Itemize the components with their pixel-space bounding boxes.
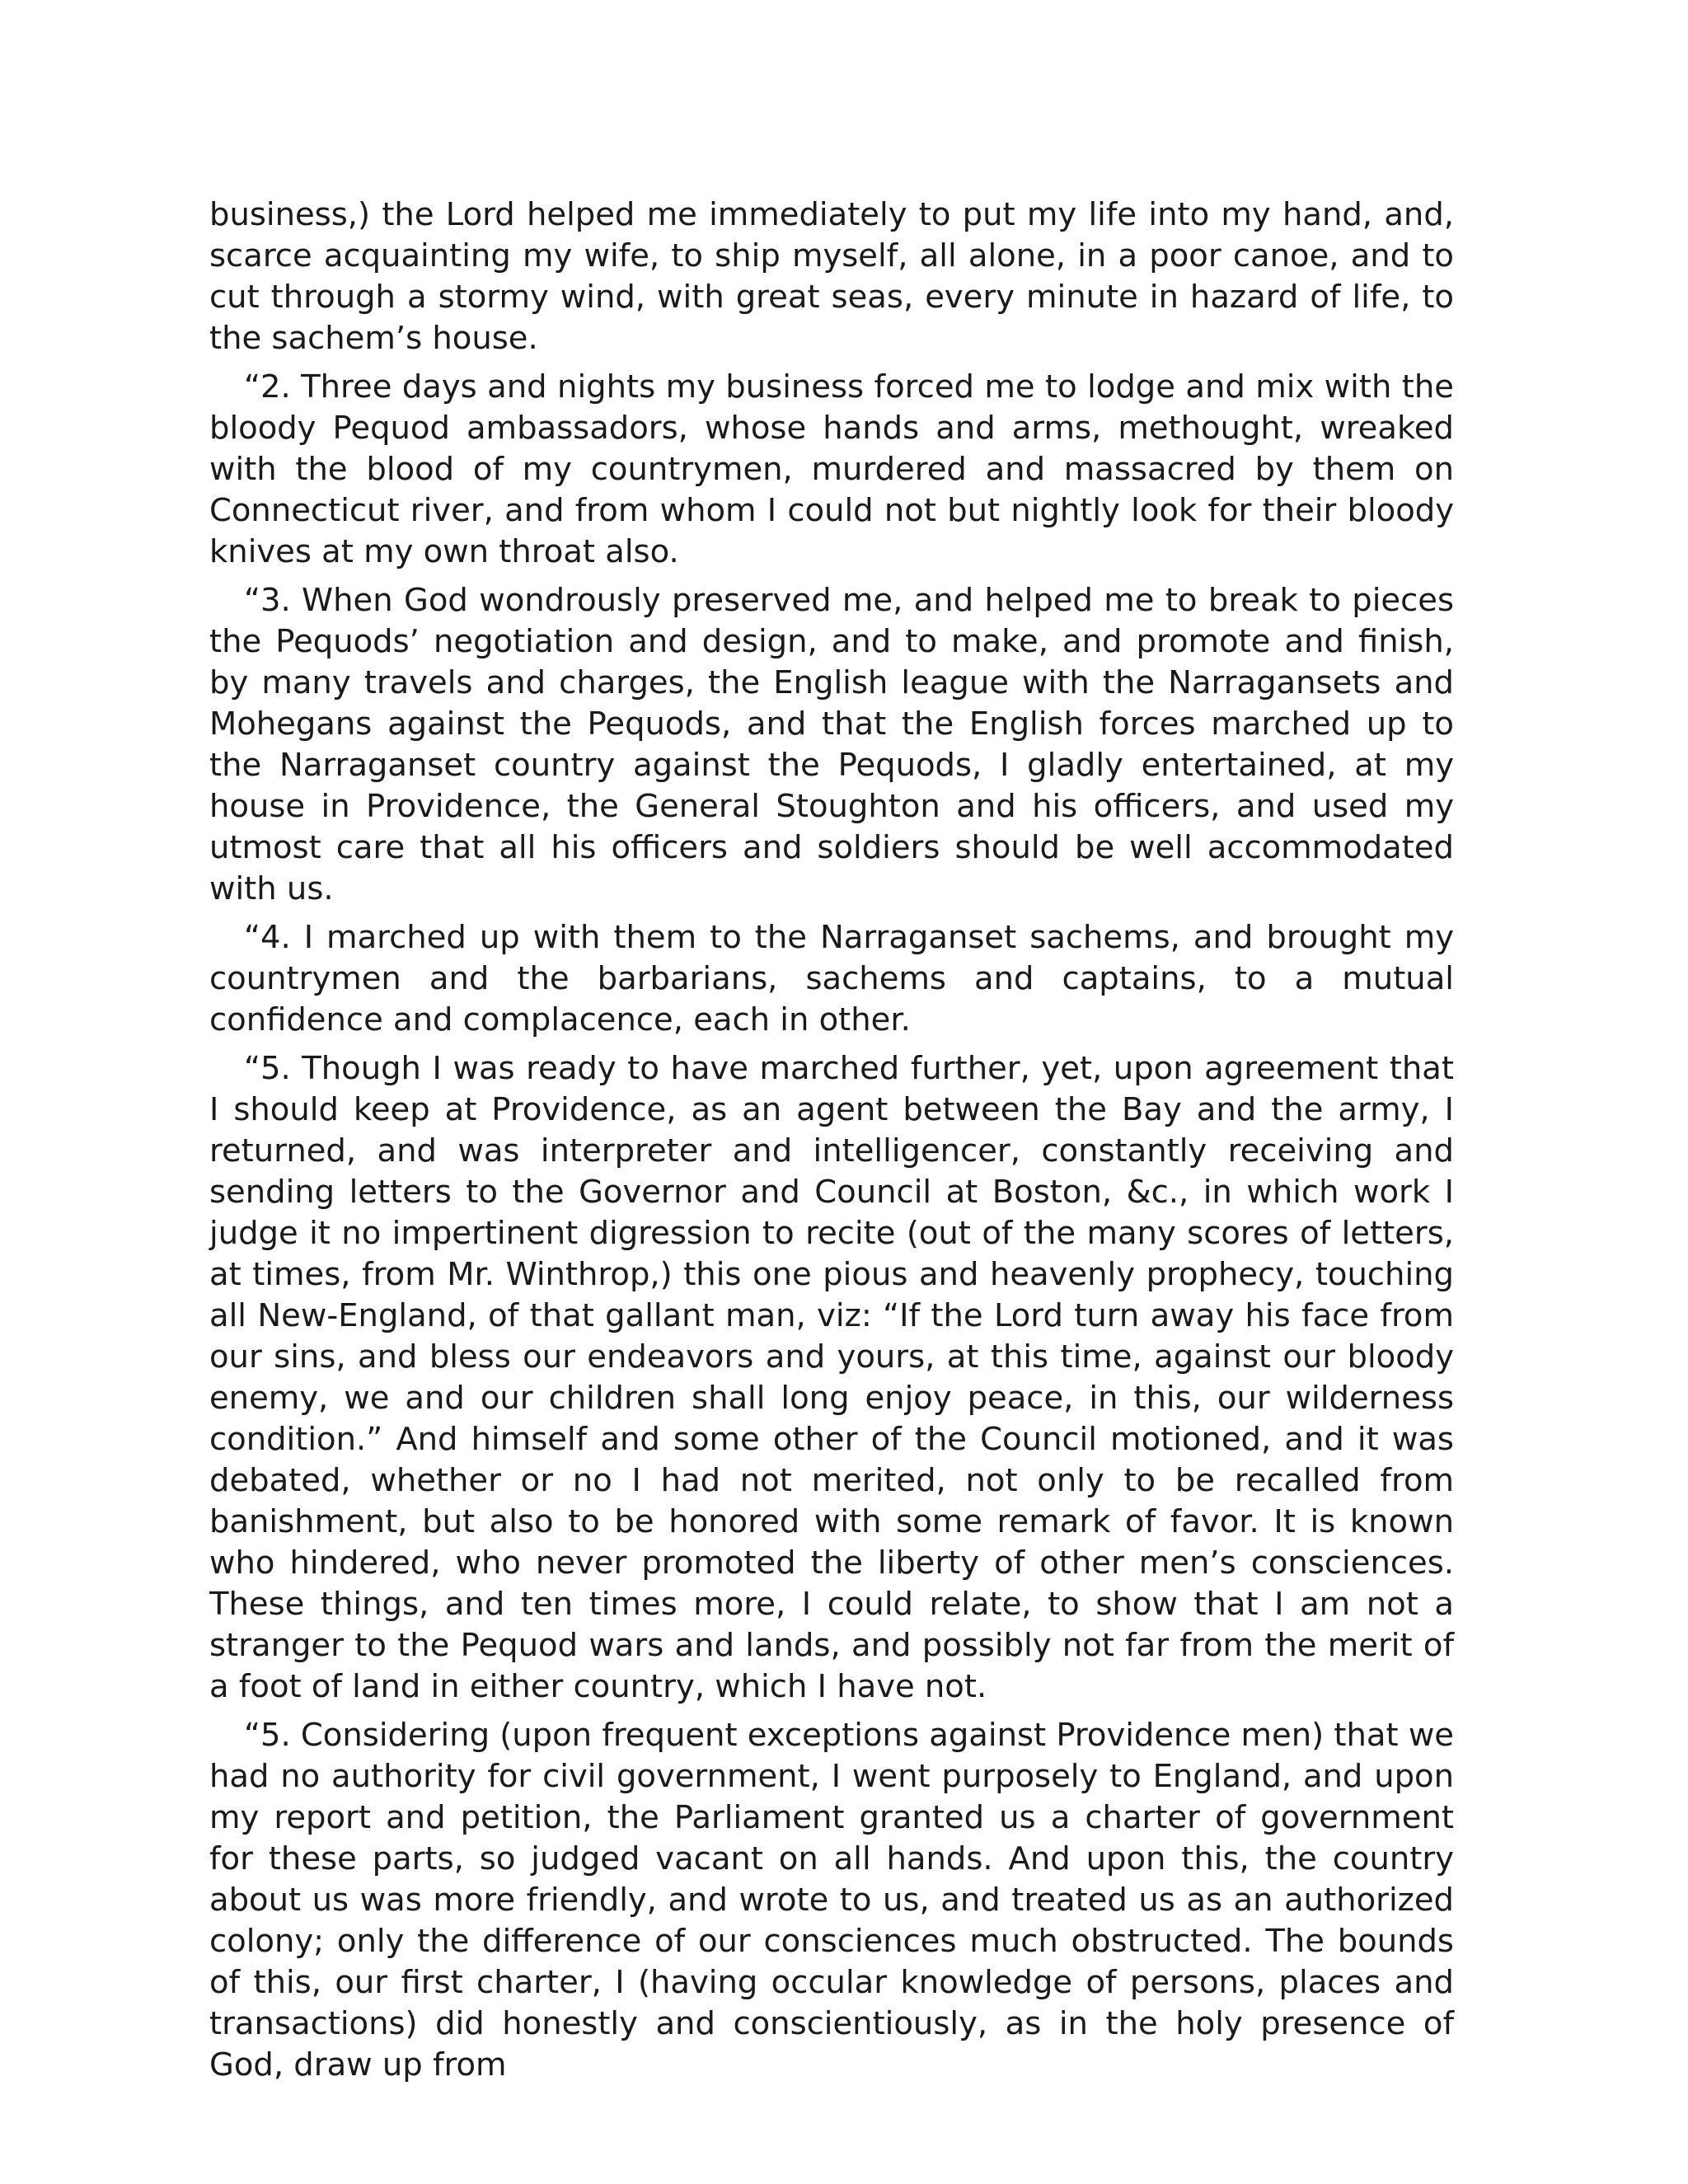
- document-page: [209, 194, 1454, 2093]
- paragraph-3: “3. When God wondrously preserved me, and helped me to break to pieces the Pequods’ negotiation and design, and to make, and promote and finish, by many travels and charges, the English league with the Narragansets and Mohegans against the Pequods, and that the English forces marched up to the Narraganset country against the Pequods, I gladly entertained, at my house in Providence, the General Stoughton and his officers, and used my utmost care that all his officers and soldiers should be well accommodated with us.: [209, 582, 1454, 907]
- paragraph-1: business,) the Lord helped me immediately to put my life into my hand, and, scarce acquainting my wife, to ship myself, all alone, in a poor canoe, and to cut through a stormy wind, with great seas, every minute in hazard of life, to the sachem’s house.: [209, 196, 1454, 357]
- paragraph-4: “4. I marched up with them to the Narraganset sachems, and brought my countrymen and the barbarians, sachems and captains, to a mutual confidence and complacence, each in other.: [209, 919, 1454, 1038]
- paragraph-6: “5. Considering (upon frequent exceptions against Providence men) that we had no authority for civil government, I went purposely to England, and upon my report and petition, the Parliament granted us a charter of government for these parts, so judged vacant on all hands. And upon this, the country about us was more friendly, and wrote to us, and treated us as an authorized colony; only the difference of our consciences much obstructed. The bounds of this, our first charter, I (having occular knowledge of persons, places and transactions) did honestly and conscientiously, as in the holy presence of God, draw up from: [209, 1717, 1454, 2083]
- paragraph-5: “5. Though I was ready to have marched further, yet, upon agreement that I should keep at Providence, as an agent between the Bay and the army, I returned, and was interpreter and intelligencer, constantly receiving and sending letters to the Governor and Council at Boston, &c., in which work I judge it no impertinent digression to recite (out of the many scores of letters, at times, from Mr. Winthrop,) this one pious and heavenly prophecy, touching all New-England, of that gallant man, viz: “If the Lord turn away his face from our sins, and bless our endeavors and yours, at this time, against our bloody enemy, we and our children shall long enjoy peace, in this, our wilderness condition.” And himself and some other of the Council motioned, and it was debated, whether or no I had not merited, not only to be recalled from banishment, but also to be honored with some remark of favor. It is known who hindered, who never promoted the liberty of other men’s consciences. These things, and ten times more, I could relate, to show that I am not a stranger to the Pequod wars and lands, and possibly not far from the merit of a foot of land in either country, which I have not.: [209, 1050, 1454, 1705]
- paragraph-2: “2. Three days and nights my business forced me to lodge and mix with the bloody Pequod ambassadors, whose hands and arms, methought, wreaked with the blood of my countrymen, murdered and massacred by them on Connecticut river, and from whom I could not but nightly look for their bloody knives at my own throat also.: [209, 368, 1454, 570]
